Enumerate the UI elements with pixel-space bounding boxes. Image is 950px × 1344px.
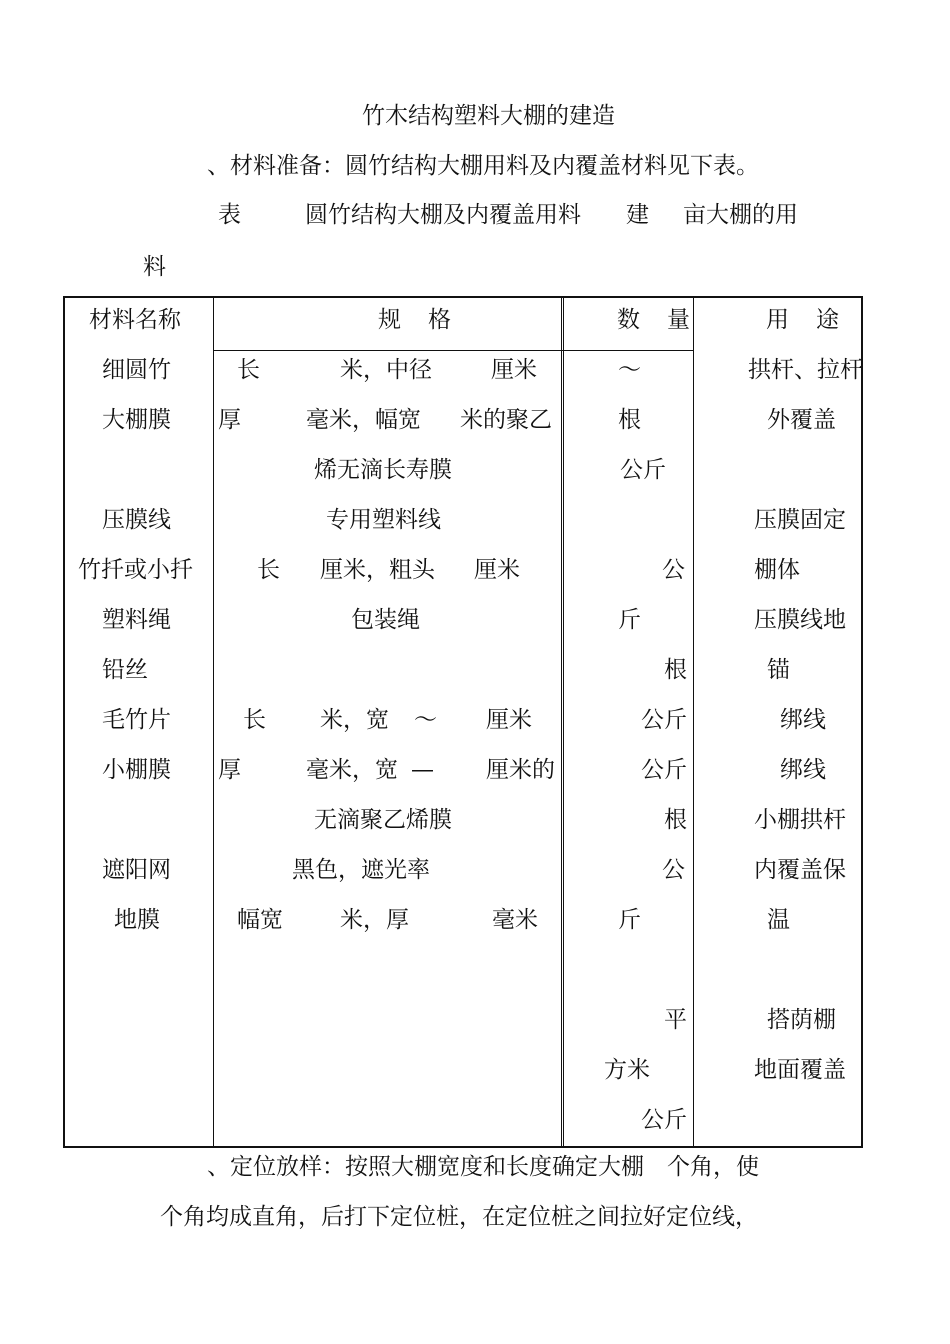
spec-text: 长 <box>237 357 260 383</box>
material-name: 塑料绳 <box>102 607 171 633</box>
header-qty: 数 <box>617 307 640 333</box>
header-use: 途 <box>816 307 839 333</box>
spec-text: 毫米，宽 <box>306 757 398 783</box>
table-divider <box>561 298 562 1146</box>
caption-part: 表 <box>218 202 241 228</box>
spec-text: 米，中径 <box>340 357 432 383</box>
header-qty: 量 <box>667 307 690 333</box>
material-name: 遮阳网 <box>102 857 171 883</box>
spec-text: 米的聚乙 <box>460 407 552 433</box>
spec-text: ～ <box>414 707 437 733</box>
spec-text: 厚 <box>218 757 241 783</box>
use-text: 搭荫棚 <box>767 1007 836 1033</box>
paragraph-materials: 、材料准备：圆竹结构大棚用料及内覆盖材料见下表。 <box>207 153 759 179</box>
paragraph-layout-line1: 、定位放样：按照大棚宽度和长度确定大棚 个角，使 <box>207 1154 759 1180</box>
spec-text: 厚 <box>218 407 241 433</box>
use-text: 压膜线地 <box>754 607 846 633</box>
material-name: 铅丝 <box>102 657 148 683</box>
material-name: 大棚膜 <box>102 407 171 433</box>
qty-text: 根 <box>618 407 641 433</box>
use-text: 温 <box>767 907 790 933</box>
qty-text: 斤 <box>618 607 641 633</box>
table-divider <box>563 298 564 1146</box>
header-use: 用 <box>766 307 789 333</box>
material-name: 小棚膜 <box>102 757 171 783</box>
spec-text: 包装绳 <box>351 607 420 633</box>
spec-text: 幅宽 <box>237 907 283 933</box>
qty-text: 斤 <box>618 907 641 933</box>
qty-text: 根 <box>664 807 687 833</box>
spec-text: 无滴聚乙烯膜 <box>314 807 452 833</box>
qty-text: 平 <box>664 1007 687 1033</box>
use-text: 锚 <box>767 657 790 683</box>
materials-table <box>63 296 863 1148</box>
use-text: 外覆盖 <box>767 407 836 433</box>
material-name: 地膜 <box>114 907 160 933</box>
use-text: 压膜固定 <box>754 507 846 533</box>
spec-text: 毫米 <box>492 907 538 933</box>
spec-text: 米，厚 <box>340 907 409 933</box>
header-name: 材料名称 <box>89 307 181 333</box>
qty-text: 公 <box>662 557 685 583</box>
spec-text: 专用塑料线 <box>326 507 441 533</box>
qty-text: 公斤 <box>641 757 687 783</box>
qty-text: 公斤 <box>641 1107 687 1133</box>
qty-text: 公斤 <box>641 707 687 733</box>
header-spec: 格 <box>428 307 451 333</box>
spec-text: 黑色，遮光率 <box>292 857 430 883</box>
spec-text: 厘米 <box>474 557 520 583</box>
spec-text: 厘米 <box>486 707 532 733</box>
material-name: 细圆竹 <box>102 357 171 383</box>
caption-part: 亩大棚的用 <box>683 202 798 228</box>
caption-continuation: 料 <box>143 254 166 280</box>
caption-part: 圆竹结构大棚及内覆盖用料 <box>305 202 581 228</box>
paragraph-layout-line2: 个角均成直角，后打下定位桩，在定位桩之间拉好定位线， <box>160 1204 758 1230</box>
spec-text: 厘米 <box>491 357 537 383</box>
qty-text: ～ <box>618 357 641 383</box>
use-text: 地面覆盖 <box>754 1057 846 1083</box>
material-name: 压膜线 <box>102 507 171 533</box>
table-divider <box>213 298 214 1146</box>
spec-text: — <box>411 757 434 783</box>
material-name: 竹扦或小扦 <box>78 557 193 583</box>
use-text: 内覆盖保 <box>754 857 846 883</box>
spec-text: 厘米的 <box>486 757 555 783</box>
qty-text: 方米 <box>604 1057 650 1083</box>
table-divider <box>693 298 694 1146</box>
qty-text: 根 <box>664 657 687 683</box>
use-text: 绑线 <box>780 707 826 733</box>
use-text: 小棚拱杆 <box>754 807 846 833</box>
use-text: 拱杆、拉杆 <box>748 357 863 383</box>
spec-text: 厘米，粗头 <box>320 557 435 583</box>
spec-text: 长 <box>257 557 280 583</box>
spec-text: 毫米，幅宽 <box>306 407 421 433</box>
use-text: 绑线 <box>780 757 826 783</box>
table-header-rule <box>213 350 693 351</box>
spec-text: 米，宽 <box>320 707 389 733</box>
material-name: 毛竹片 <box>102 707 171 733</box>
use-text: 棚体 <box>754 557 800 583</box>
page-title: 竹木结构塑料大棚的建造 <box>362 103 615 129</box>
qty-text: 公斤 <box>620 457 666 483</box>
spec-text: 长 <box>243 707 266 733</box>
spec-text: 烯无滴长寿膜 <box>314 457 452 483</box>
qty-text: 公 <box>662 857 685 883</box>
caption-part: 建 <box>626 202 649 228</box>
header-spec: 规 <box>378 307 401 333</box>
